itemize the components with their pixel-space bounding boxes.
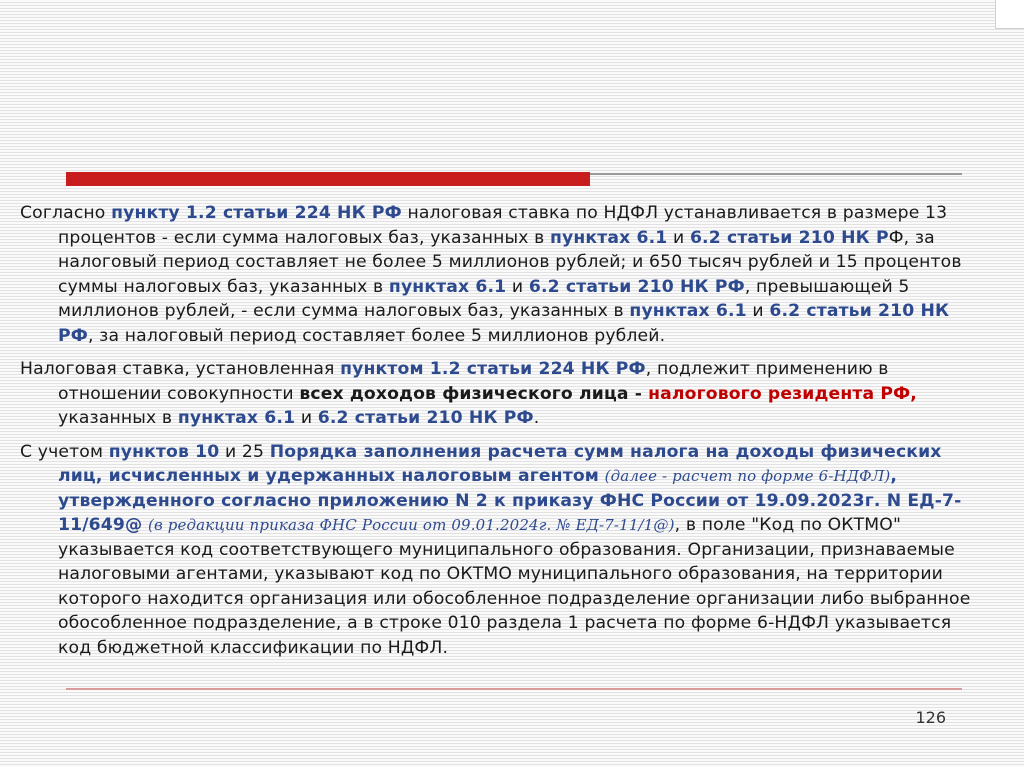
paragraph-tax-rate [20, 201, 980, 348]
corner-square [995, 0, 1024, 29]
text: , превышающей 5 миллионов рублей, - если сумма налоговых баз, указанных в [58, 276, 910, 321]
text: , в поле "Код по ОКТМО" указывается код соответствующего муниципального образования. Организации, признаваемые налоговыми агентами, указывают код по ОКТМО муниципального образования, на территории которого находится организация или обособленное подразделение организации либо выбранное обособленное подразделение, а в строке 010 раздела 1 расчета по форме 6-НДФЛ указывается код бюджетной классификации по НДФЛ. [58, 515, 971, 658]
text: . [533, 408, 540, 428]
emphasis-red-text: налогового резидента РФ, [648, 383, 917, 404]
law-reference-link[interactable]: 6.2 статьи 210 НК РФ [528, 276, 745, 297]
top-accent-bar [66, 172, 590, 186]
law-reference-link[interactable]: 6.2 статьи 210 НК РФ [58, 301, 950, 346]
text: и [506, 276, 529, 297]
law-reference-link[interactable]: , утвержденного согласно приложению N 2 к приказу ФНС России от 19.09.2023г. N ЕД-7-11/649@ [58, 466, 962, 535]
text: Ф, за налоговый период составляет не более 5 миллионов рублей; и 650 тысяч рублей и 15 процентов суммы налоговых баз, указанных в [58, 227, 962, 297]
slide-body [20, 201, 980, 669]
law-reference-link[interactable]: пунктов 10 [108, 441, 220, 462]
text: и [295, 408, 318, 428]
law-reference-link[interactable]: пунктах 6.1 [388, 276, 507, 297]
top-divider-line [590, 173, 962, 175]
law-reference-link[interactable]: пунктах 6.1 [629, 301, 747, 321]
text: Налоговая ставка, установленная [20, 359, 341, 379]
law-reference-link[interactable]: пункту 1.2 статьи 224 НК РФ [111, 203, 402, 223]
law-reference-link[interactable]: Порядка заполнения расчета сумм налога на доходы физических лиц, исчисленных и удержанных налоговым агентом [58, 441, 942, 486]
text: и 25 [219, 441, 270, 462]
law-reference-link[interactable]: 6.2 статьи 210 НК Р [689, 227, 889, 248]
law-reference-link[interactable]: пунктах 6.1 [177, 408, 296, 428]
text: и [746, 301, 770, 321]
text: , за налоговый период составляет более 5 миллионов рублей. [87, 325, 666, 346]
text: , подлежит применению в отношении совокупности [58, 359, 889, 404]
emphasis-text: всех доходов физического лица - [299, 383, 649, 404]
text: указанных в [58, 408, 178, 428]
paragraph-application [20, 357, 980, 431]
italic-note: (в редакции приказа ФНС России от 09.01.2024г. № ЕД-7-11/1@) [147, 516, 675, 534]
text: налоговая ставка по НДФЛ устанавливается в размере 13 процентов - если сумма налоговых баз, указанных в [58, 203, 948, 248]
page-number: 126 [915, 708, 946, 727]
text: С учетом [20, 441, 109, 462]
italic-note: (далее - расчет по форме 6-НДФЛ) [604, 467, 891, 485]
law-reference-link[interactable]: пунктом 1.2 статьи 224 НК РФ [340, 359, 646, 379]
text: Согласно [20, 203, 112, 223]
law-reference-link[interactable]: пунктах 6.1 [550, 227, 668, 248]
text: и [667, 227, 690, 248]
paragraph-oktmo [20, 440, 980, 661]
bottom-divider-line [66, 688, 962, 690]
law-reference-link[interactable]: 6.2 статьи 210 НК РФ [317, 408, 534, 428]
